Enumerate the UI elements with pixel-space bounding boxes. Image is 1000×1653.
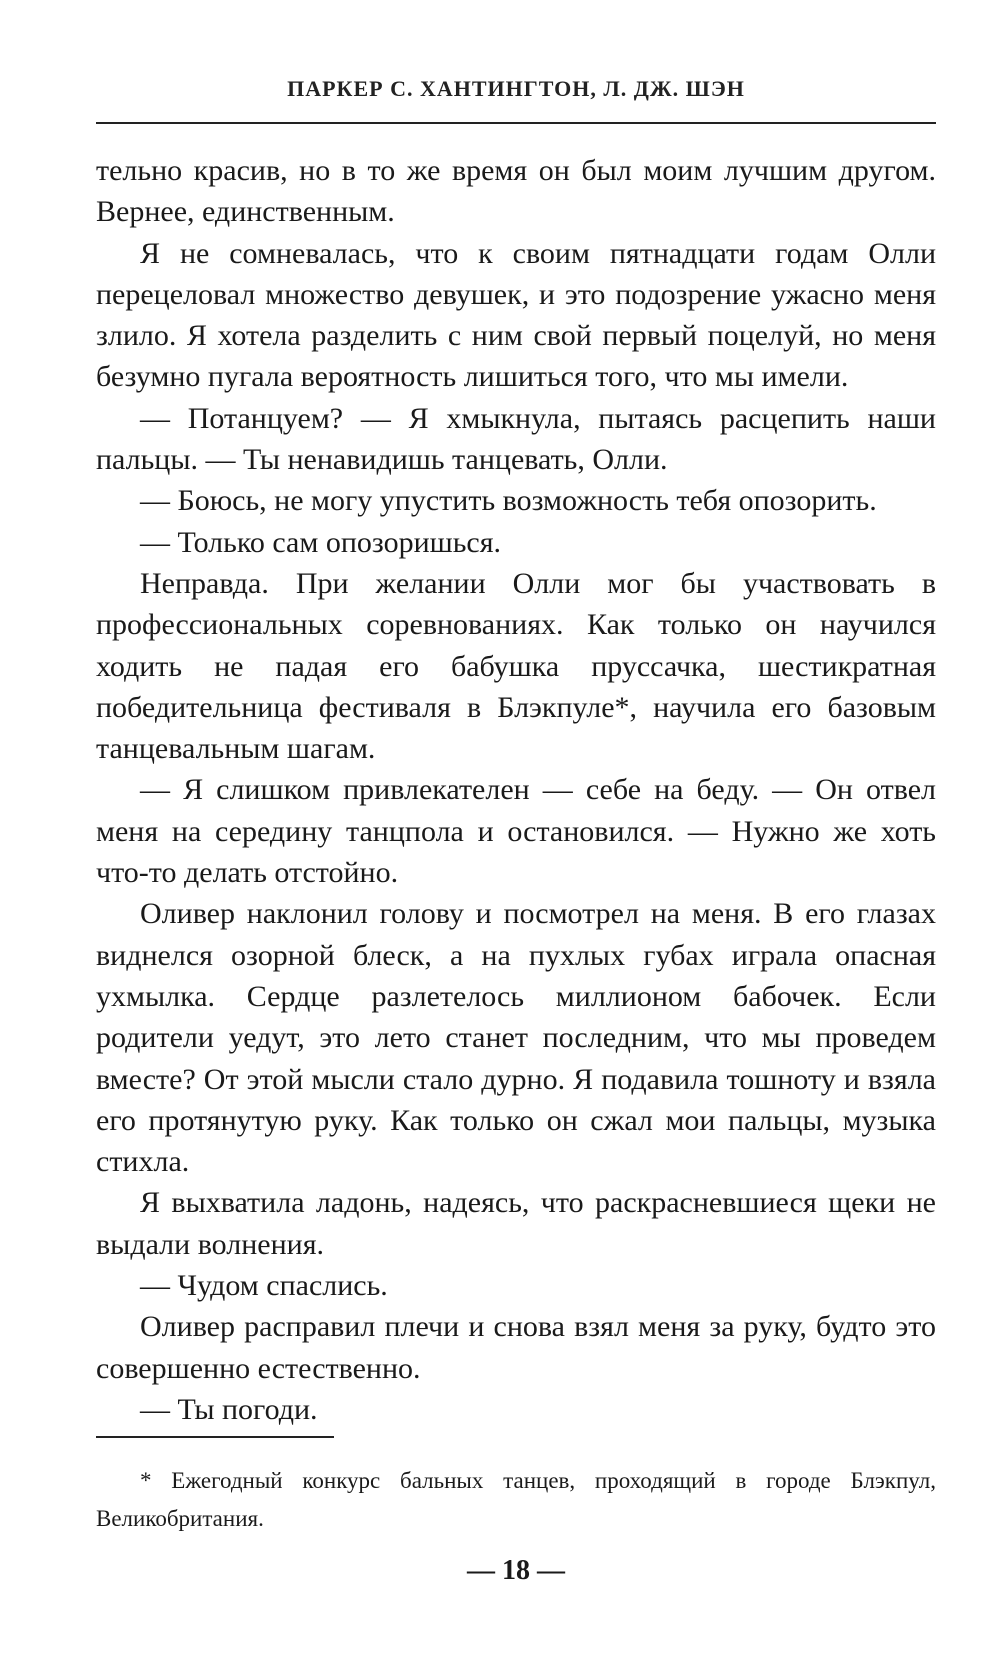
footnote-text: * Ежегодный конкурс бальных танцев, проходящий в городе Блэкпул, Великобритания. (96, 1468, 936, 1531)
paragraph: — Потанцуем? — Я хмыкнула, пытаясь расцепить наши пальцы. — Ты ненавидишь танцевать, Олли. (96, 401, 936, 477)
body-text (96, 150, 936, 1430)
paragraph: Я не сомневалась, что к своим пятнадцати годам Олли перецеловал множество девушек, и это подозрение ужасно меня злило. Я хотела разделить с ним свой первый поцелуй, но меня безумно пугала вероятность лишиться того, что мы имели. (96, 236, 936, 394)
paragraph: — Ты погоди. (140, 1392, 318, 1426)
running-head: ПАРКЕР С. ХАНТИНГТОН, Л. ДЖ. ШЭН (287, 76, 745, 101)
footnote-rule (96, 1436, 334, 1438)
paragraph: Оливер наклонил голову и посмотрел на меня. В его глазах виднелся озорной блеск, а на пухлых губах играла опасная ухмылка. Сердце разлетелось миллионом бабочек. Если родители уедут, это лето станет последним, что мы проведем вместе? От этой мысли стало дурно. Я подавила тошноту и взяла его протянутую руку. Как только он сжал мои пальцы, музыка стихла. (96, 897, 936, 1179)
page-number: — 18 — (467, 1555, 565, 1586)
paragraph: — Боюсь, не могу упустить возможность тебя опозорить. (140, 484, 877, 518)
footnote (96, 1462, 936, 1538)
paragraph: тельно красив, но в то же время он был моим лучшим другом. Вернее, единственным. (96, 154, 936, 229)
header-rule (96, 122, 936, 124)
paragraph: — Чудом спаслись. (140, 1269, 388, 1303)
paragraph: Я выхватила ладонь, надеясь, что раскрасневшиеся щеки не выдали волнения. (96, 1186, 936, 1261)
paragraph: Неправда. При желании Олли мог бы участвовать в профессиональных соревнованиях. Как только он научился ходить не падая его бабушка пруссачка, шестикратная победительница фестиваля в Блэкпуле*, научила его базовым танцевальным шагам. (96, 566, 936, 766)
paragraph: Оливер расправил плечи и снова взял меня за руку, будто это совершенно естественно. (96, 1310, 936, 1385)
paragraph: — Только сам опозоришься. (140, 525, 502, 559)
paragraph: — Я слишком привлекателен — себе на беду. — Он отвел меня на середину танцпола и остановился. — Нужно же хоть что-то делать отстойно. (96, 773, 936, 890)
